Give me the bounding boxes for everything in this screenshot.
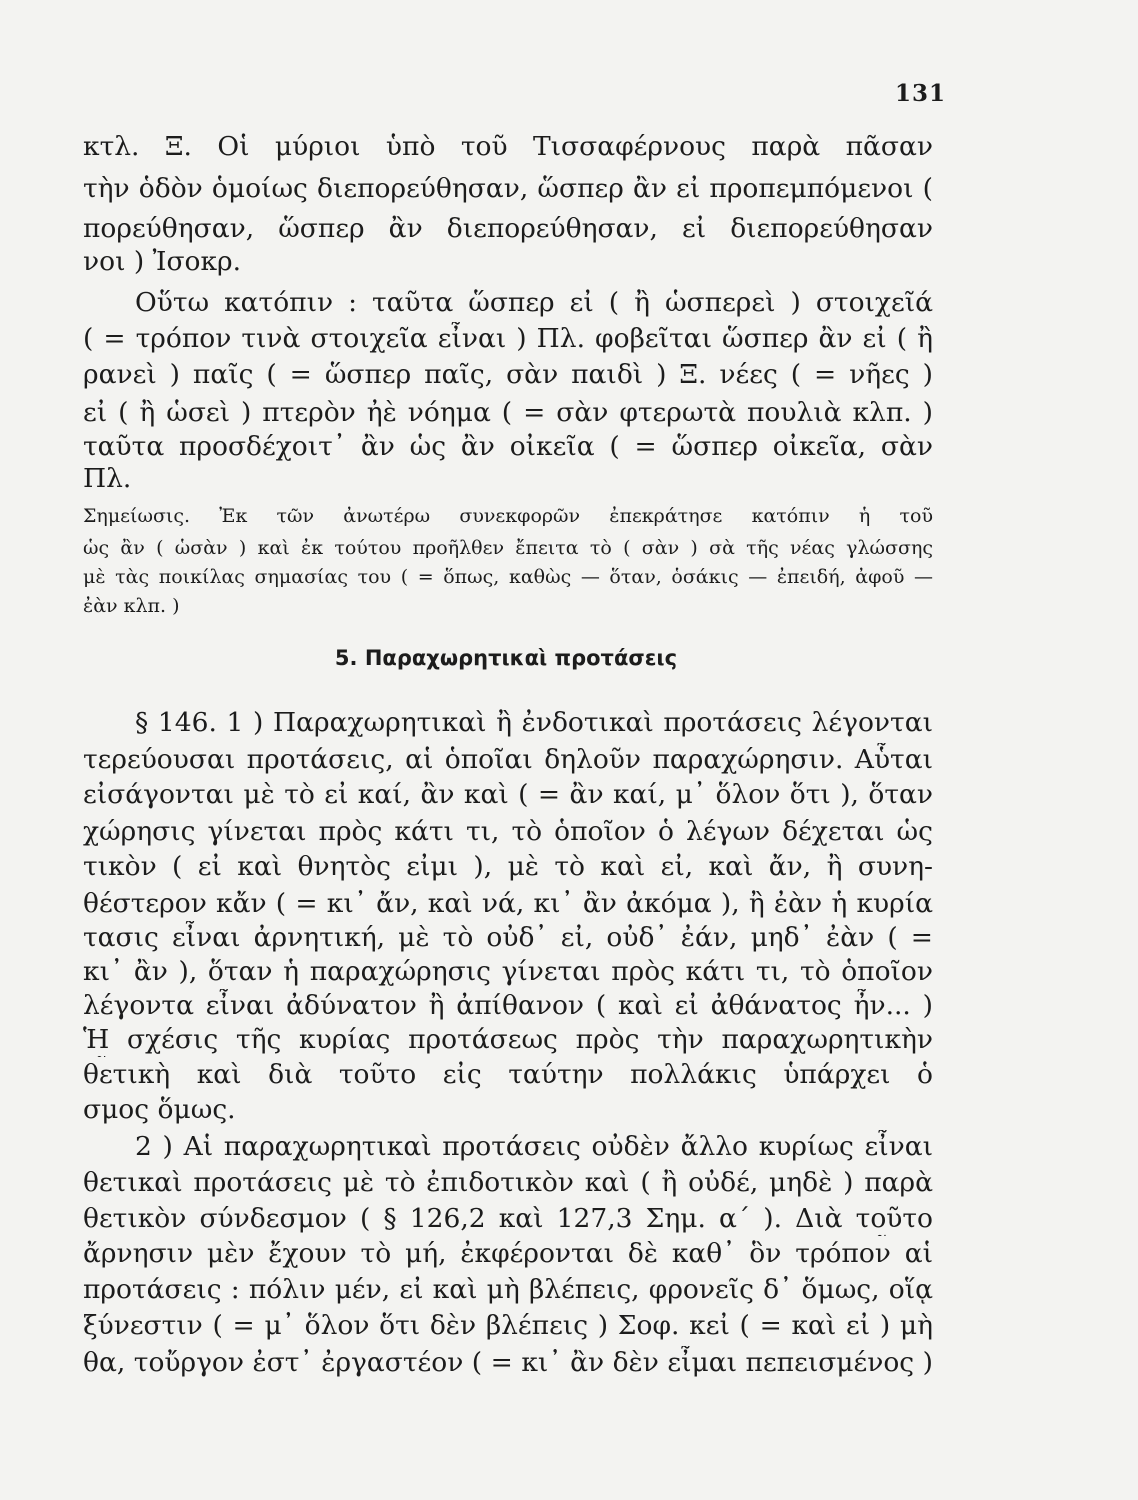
text-line: 2 ) Αἱ παραχωρητικαὶ προτάσεις οὐδὲν ἄλλο κυρίως εἶναι [135,1131,933,1162]
text-line: ξύνεστιν ( = μ᾽ ὅλον ὅτι δὲν βλέπεις ) Σοφ. κεἰ ( = καὶ εἰ ) μὴ [83,1310,933,1341]
text-line: θετικὸν σύνδεσμον ( § 126,2 καὶ 127,3 Σημ. α΄ ). Διὰ τοῦτο [83,1203,933,1234]
text-line: τὴν ὁδὸν ὁμοίως διεπορεύθησαν, ὥσπερ ἂν εἰ προπεμπόμενοι ( [83,173,933,204]
note-line: ὡς ἂν ( ὡσὰν ) καὶ ἐκ τούτου προῆλθεν ἔπειτα τὸ ( σὰν ) σὰ τῆς νέας γλώσσης [83,537,933,559]
text-line: εἰσάγονται μὲ τὸ εἰ καί, ἂν καὶ ( = ἂν καί, μ᾽ ὅλον ὅτι ), ὅταν [83,779,933,810]
text-line: πορεύθησαν, ὥσπερ ἂν διεπορεύθησαν, εἰ διεπορεύθησαν [83,213,933,244]
text-line: εἰ ( ἢ ὡσεὶ ) πτερὸν ἠὲ νόημα ( = σὰν φτερωτὰ πουλιὰ κλπ. ) [83,397,933,428]
text-line: σμος ὅμως. [83,1094,236,1125]
text-line: ἄρνησιν μὲν ἔχουν τὸ μή, ἐκφέρονται δὲ καθ᾽ ὃν τρόπον αἱ [83,1238,933,1269]
text-line: κι᾽ ἂν ), ὅταν ἡ παραχώρησις γίνεται πρὸς κάτι τι, τὸ ὁποῖον [83,956,933,987]
text-line: ( = τρόπον τινὰ στοιχεῖα εἶναι ) Πλ. φοβεῖται ὥσπερ ἂν εἰ ( ἢ [83,323,933,354]
text-line: θέστερον κἄν ( = κι᾽ ἄν, καὶ νά, κι᾽ ἂν ἀκόμα ), ἢ ἐὰν ἡ κυρία [83,888,933,919]
note-line: ἐὰν κλπ. ) [83,595,180,617]
text-line: κτλ. Ξ. Οἱ μύριοι ὑπὸ τοῦ Τισσαφέρνους παρὰ πᾶσαν [83,131,933,162]
text-line: ρανεὶ ) παῖς ( = ὥσπερ παῖς, σὰν παιδὶ ) Ξ. νέες ( = νῆες ) [83,359,933,390]
text-line: τικὸν ( εἰ καὶ θνητὸς εἰμι ), μὲ τὸ καὶ εἰ, καὶ ἄν, ἢ συνη- [83,851,933,882]
text-line: χώρησις γίνεται πρὸς κάτι τι, τὸ ὁποῖον ὁ λέγων δέχεται ὡς [83,816,933,847]
note-line: μὲ τὰς ποικίλας σημασίας του ( = ὅπως, καθὼς — ὅταν, ὁσάκις — ἐπειδή, ἀφοῦ — [83,566,933,588]
text-line: θετικὴ καὶ διὰ τοῦτο εἰς ταύτην πολλάκις ὑπάρχει ὁ [83,1059,933,1090]
section-heading: 5. Παραχωρητικαὶ προτάσεις [334,646,678,670]
note-line: Σημείωσις. Ἐκ τῶν ἀνωτέρω συνεκφορῶν ἐπεκράτησε κατόπιν ἡ τοῦ [83,505,933,527]
text-line: § 146. 1 ) Παραχωρητικαὶ ἢ ἐνδοτικαὶ προτάσεις λέγονται [135,707,933,738]
text-line: ταῦτα προσδέχοιτ᾽ ἂν ὡς ἂν οἰκεῖα ( = ὥσπερ οἰκεῖα, σὰν [83,431,933,462]
text-line: θα, τοὔργον ἐστ᾽ ἐργαστέον ( = κι᾽ ἂν δὲν εἶμαι πεπεισμένος ) [83,1347,933,1378]
text-line: τασις εἶναι ἀρνητική, μὲ τὸ οὐδ᾽ εἰ, οὐδ᾽ ἐάν, μηδ᾽ ἐὰν ( = [83,922,933,953]
text-line: Οὕτω κατόπιν : ταῦτα ὥσπερ εἰ ( ἢ ὡσπερεὶ ) στοιχεῖά [135,287,933,318]
page-number: 131 [895,80,947,107]
text-line: θετικαὶ προτάσεις μὲ τὸ ἐπιδοτικὸν καὶ ( ἢ οὐδέ, μηδὲ ) παρὰ [83,1167,933,1198]
text-line: νοι ) Ἰσοκρ. [83,246,242,277]
text-line: τερεύουσαι προτάσεις, αἱ ὁποῖαι δηλοῦν παραχώρησιν. Αὗται [83,744,933,775]
text-line: λέγοντα εἶναι ἀδύνατον ἢ ἀπίθανον ( καὶ εἰ ἀθάνατος ἦν... ) [83,990,933,1021]
text-line: Ἡ σχέσις τῆς κυρίας προτάσεως πρὸς τὴν παραχωρητικὴν [83,1024,933,1055]
text-line: προτάσεις : πόλιν μέν, εἰ καὶ μὴ βλέπεις, φρονεῖς δ᾽ ὅμως, οἵᾳ [83,1274,933,1305]
text-line: Πλ. [83,463,132,494]
